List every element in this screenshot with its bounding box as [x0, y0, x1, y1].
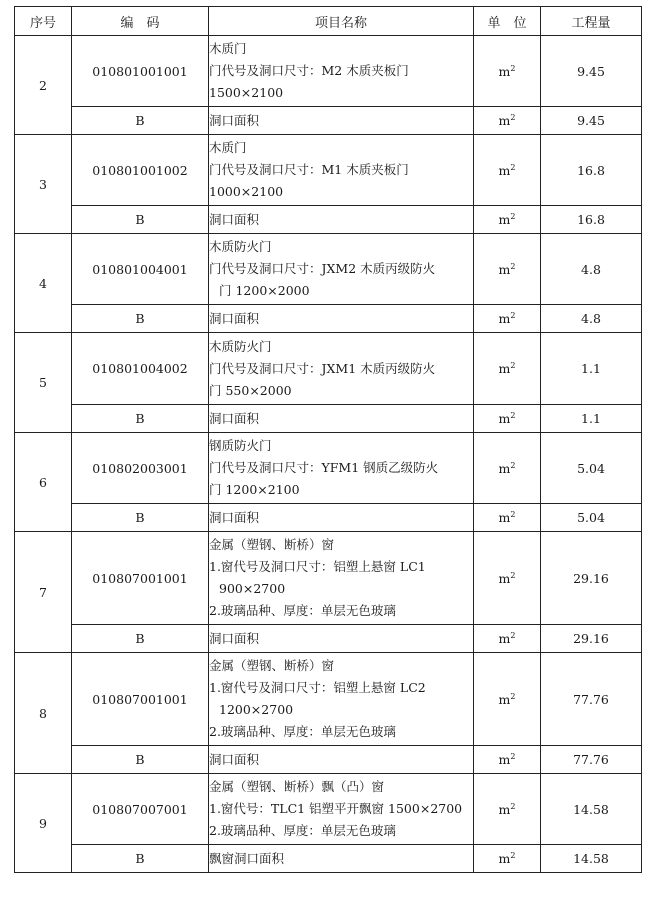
- row-qty: 77.76: [541, 653, 642, 746]
- row-unit: [474, 135, 541, 206]
- row-name: [209, 774, 474, 845]
- table-subrow: [15, 504, 642, 532]
- subrow-unit: [474, 746, 541, 774]
- unit-base: m: [498, 631, 511, 646]
- header-seq: 序号: [15, 7, 72, 36]
- unit-base: m: [498, 311, 511, 326]
- table-subrow: [15, 206, 642, 234]
- row-seq: 4: [15, 234, 72, 333]
- subrow-name: 洞口面积: [209, 504, 474, 532]
- subrow-name: 洞口面积: [209, 746, 474, 774]
- subrow-name: 洞口面积: [209, 305, 474, 333]
- table-row: [15, 234, 642, 305]
- row-qty: 4.8: [541, 234, 642, 305]
- table-subrow: [15, 746, 642, 774]
- row-code: 010801004001: [72, 234, 209, 305]
- unit-base: m: [498, 691, 511, 707]
- subrow-code: B: [72, 405, 209, 433]
- table-row: [15, 135, 642, 206]
- unit-base: m: [498, 752, 511, 767]
- name-line: 木质防火门: [209, 338, 272, 354]
- table-subrow: [15, 107, 642, 135]
- unit-exp: 2: [510, 162, 516, 172]
- row-qty: 16.8: [541, 135, 642, 206]
- subrow-qty: 77.76: [541, 746, 642, 774]
- name-line: 木质门: [209, 41, 247, 56]
- unit-base: m: [498, 113, 511, 128]
- table-row: [15, 653, 642, 746]
- row-seq: 3: [15, 135, 72, 234]
- unit-exp: 2: [510, 361, 516, 370]
- row-qty: 29.16: [541, 532, 642, 625]
- name-line: 1.窗代号及洞口尺寸：铝塑上悬窗 LC2: [209, 680, 426, 695]
- name-line: 门 1200×2000: [219, 283, 310, 298]
- unit-base: m: [498, 212, 511, 227]
- name-line: 木质门: [209, 140, 247, 155]
- subrow-qty: 14.58: [541, 845, 642, 873]
- unit-base: m: [498, 801, 511, 817]
- subrow-code: B: [72, 746, 209, 774]
- table-row: [15, 433, 642, 504]
- table-subrow: [15, 305, 642, 333]
- name-line: 门 1200×2100: [209, 482, 300, 497]
- row-unit: [474, 532, 541, 625]
- row-qty: 9.45: [541, 36, 642, 107]
- name-line: 木质防火门: [209, 239, 272, 254]
- row-seq: 8: [15, 653, 72, 774]
- name-line: 1.窗代号及洞口尺寸：铝塑上悬窗 LC1: [209, 559, 426, 574]
- unit-base: m: [498, 63, 511, 79]
- table-row: [15, 333, 642, 405]
- row-unit: [474, 433, 541, 504]
- subrow-name: 洞口面积: [209, 405, 474, 433]
- row-code: 010801004002: [72, 333, 209, 405]
- row-qty: 1.1: [541, 333, 642, 405]
- row-seq: 2: [15, 36, 72, 135]
- unit-exp: 2: [510, 113, 516, 122]
- name-line: 金属（塑钢、断桥）飘（凸）窗: [209, 779, 385, 794]
- unit-base: m: [498, 460, 511, 476]
- header-name: 项目名称: [209, 7, 474, 36]
- name-line: 金属（塑钢、断桥）窗: [209, 537, 335, 552]
- table-subrow: [15, 625, 642, 653]
- row-code: 010807001001: [72, 532, 209, 625]
- row-seq: 5: [15, 333, 72, 433]
- name-line: 2.玻璃品种、厚度：单层无色玻璃: [209, 603, 396, 618]
- row-seq: 6: [15, 433, 72, 532]
- unit-exp: 2: [510, 801, 516, 811]
- header-row: [15, 7, 642, 36]
- subrow-code: B: [72, 206, 209, 234]
- name-line: 门代号及洞口尺寸：M2 木质夹板门: [209, 63, 409, 78]
- subrow-unit: [474, 845, 541, 873]
- subrow-unit: [474, 206, 541, 234]
- unit-exp: 2: [510, 460, 516, 470]
- row-name: [209, 234, 474, 305]
- unit-base: m: [498, 361, 511, 376]
- unit-base: m: [498, 570, 511, 586]
- subrow-name: 飘窗洞口面积: [209, 845, 474, 873]
- table-body: [15, 36, 642, 873]
- subrow-unit: [474, 305, 541, 333]
- unit-exp: 2: [510, 570, 516, 580]
- row-code: 010801001001: [72, 36, 209, 107]
- name-line: 门代号及洞口尺寸：JXM1 木质丙级防火: [209, 360, 436, 376]
- row-qty: 5.04: [541, 433, 642, 504]
- unit-exp: 2: [510, 411, 516, 420]
- table-row: [15, 36, 642, 107]
- row-seq: 7: [15, 532, 72, 653]
- subrow-qty: 9.45: [541, 107, 642, 135]
- unit-exp: 2: [510, 212, 516, 221]
- subrow-unit: [474, 405, 541, 433]
- table-subrow: [15, 405, 642, 433]
- row-qty: 14.58: [541, 774, 642, 845]
- unit-exp: 2: [510, 261, 516, 271]
- subrow-unit: [474, 107, 541, 135]
- header-qty: 工程量: [541, 7, 642, 36]
- subrow-qty: 1.1: [541, 405, 642, 433]
- row-name: [209, 333, 474, 405]
- header-code: 编 码: [72, 7, 209, 36]
- subrow-unit: [474, 504, 541, 532]
- subrow-qty: 29.16: [541, 625, 642, 653]
- row-code: 010807001001: [72, 653, 209, 746]
- subrow-name: 洞口面积: [209, 107, 474, 135]
- name-line: 2.玻璃品种、厚度：单层无色玻璃: [209, 823, 396, 838]
- subrow-code: B: [72, 305, 209, 333]
- row-seq: 9: [15, 774, 72, 873]
- row-code: 010801001002: [72, 135, 209, 206]
- name-line: 门代号及洞口尺寸：YFM1 钢质乙级防火: [209, 460, 439, 475]
- unit-base: m: [498, 411, 511, 426]
- name-line: 金属（塑钢、断桥）窗: [209, 658, 335, 673]
- subrow-code: B: [72, 845, 209, 873]
- subrow-code: B: [72, 504, 209, 532]
- name-line: 1.窗代号：TLC1 铝塑平开飘窗 1500×2700: [209, 801, 463, 816]
- row-unit: [474, 333, 541, 405]
- row-unit: [474, 234, 541, 305]
- unit-exp: 2: [510, 691, 516, 701]
- name-line: 门 550×2000: [209, 382, 292, 398]
- row-name: [209, 433, 474, 504]
- subrow-qty: 5.04: [541, 504, 642, 532]
- table-row: [15, 774, 642, 845]
- name-line: 1500×2100: [209, 85, 284, 100]
- table-row: [15, 532, 642, 625]
- unit-exp: 2: [510, 311, 516, 320]
- unit-base: m: [498, 510, 511, 525]
- name-line: 钢质防火门: [209, 438, 272, 453]
- unit-base: m: [498, 162, 511, 178]
- row-unit: [474, 774, 541, 845]
- row-unit: [474, 36, 541, 107]
- subrow-name: 洞口面积: [209, 206, 474, 234]
- name-line: 门代号及洞口尺寸：JXM2 木质丙级防火: [209, 261, 436, 276]
- unit-exp: 2: [510, 752, 516, 761]
- unit-exp: 2: [510, 510, 516, 519]
- subrow-code: B: [72, 625, 209, 653]
- header-unit: 单 位: [474, 7, 541, 36]
- quantity-table: [14, 6, 642, 873]
- row-name: [209, 653, 474, 746]
- subrow-qty: 16.8: [541, 206, 642, 234]
- unit-exp: 2: [510, 63, 516, 73]
- row-name: [209, 36, 474, 107]
- row-unit: [474, 653, 541, 746]
- unit-exp: 2: [510, 851, 516, 860]
- subrow-name: 洞口面积: [209, 625, 474, 653]
- name-line: 900×2700: [219, 581, 286, 596]
- name-line: 2.玻璃品种、厚度：单层无色玻璃: [209, 724, 396, 739]
- unit-exp: 2: [510, 631, 516, 640]
- unit-base: m: [498, 261, 511, 277]
- table-subrow: [15, 845, 642, 873]
- name-line: 门代号及洞口尺寸：M1 木质夹板门: [209, 162, 409, 177]
- row-name: [209, 135, 474, 206]
- row-name: [209, 532, 474, 625]
- unit-base: m: [498, 851, 511, 866]
- row-code: 010802003001: [72, 433, 209, 504]
- name-line: 1000×2100: [209, 184, 284, 199]
- subrow-unit: [474, 625, 541, 653]
- row-code: 010807007001: [72, 774, 209, 845]
- name-line: 1200×2700: [219, 702, 294, 717]
- subrow-qty: 4.8: [541, 305, 642, 333]
- subrow-code: B: [72, 107, 209, 135]
